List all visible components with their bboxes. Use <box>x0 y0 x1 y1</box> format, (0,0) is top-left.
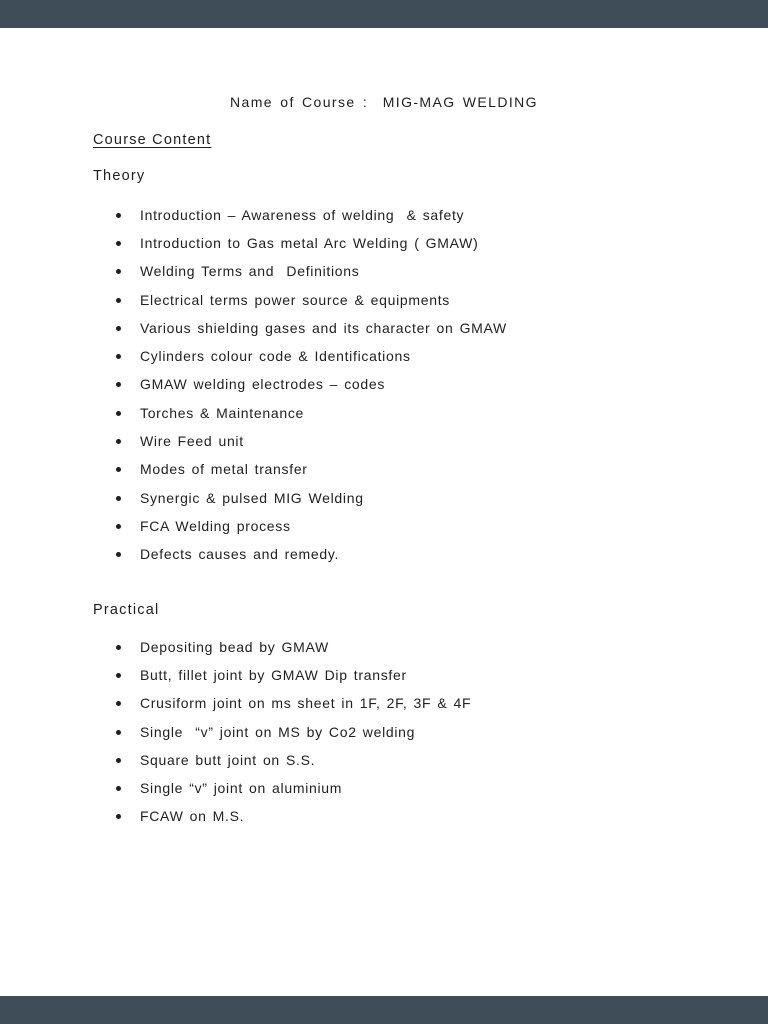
theory-item <box>116 484 507 512</box>
theory-item <box>116 286 507 314</box>
theory-item-text: Introduction to Gas metal Arc Welding ( GMAW) <box>140 234 479 251</box>
bullet-icon <box>116 524 121 529</box>
theory-item <box>116 456 507 484</box>
practical-item <box>116 803 471 831</box>
document-page <box>0 28 768 996</box>
document-title: Name of Course : MIG-MAG WELDING <box>230 94 538 110</box>
theory-item-text: Welding Terms and Definitions <box>140 263 360 280</box>
theory-item-text: Defects causes and remedy. <box>140 546 340 563</box>
bullet-icon <box>116 439 121 444</box>
practical-item <box>116 746 471 774</box>
theory-item <box>116 371 507 399</box>
theory-heading: Theory <box>93 168 146 184</box>
course-content-heading: Course Content <box>93 132 212 148</box>
viewer-bottom-gutter <box>0 996 768 1024</box>
theory-item-text: Modes of metal transfer <box>140 461 308 478</box>
practical-item-text: FCAW on M.S. <box>140 808 245 825</box>
practical-item-text: Crusiform joint on ms sheet in 1F, 2F, 3F & 4F <box>140 695 472 712</box>
practical-heading: Practical <box>93 602 160 618</box>
bullet-icon <box>116 298 121 303</box>
practical-item <box>116 633 471 661</box>
bullet-icon <box>116 701 121 706</box>
bullet-icon <box>116 326 121 331</box>
theory-item <box>116 229 507 257</box>
theory-item-text: Various shielding gases and its character on GMAW <box>140 319 507 336</box>
practical-item-text: Depositing bead by GMAW <box>140 638 329 655</box>
theory-item-text: Wire Feed unit <box>140 433 244 450</box>
bullet-icon <box>116 786 121 791</box>
viewer-top-gutter <box>0 0 768 28</box>
practical-item-text: Butt, fillet joint by GMAW Dip transfer <box>140 666 407 683</box>
bullet-icon <box>116 673 121 678</box>
practical-item <box>116 774 471 802</box>
practical-list <box>116 633 471 831</box>
theory-item <box>116 399 507 427</box>
bullet-icon <box>116 496 121 501</box>
theory-item <box>116 427 507 455</box>
theory-item-text: Introduction – Awareness of welding & safety <box>140 206 465 223</box>
bullet-icon <box>116 552 121 557</box>
theory-item-text: Synergic & pulsed MIG Welding <box>140 489 364 506</box>
bullet-icon <box>116 814 121 819</box>
theory-item <box>116 342 507 370</box>
practical-item-text: Square butt joint on S.S. <box>140 751 316 768</box>
practical-item <box>116 661 471 689</box>
bullet-icon <box>116 730 121 735</box>
bullet-icon <box>116 645 121 650</box>
bullet-icon <box>116 758 121 763</box>
bullet-icon <box>116 354 121 359</box>
theory-item <box>116 512 507 540</box>
bullet-icon <box>116 241 121 246</box>
practical-item <box>116 690 471 718</box>
theory-item <box>116 541 507 569</box>
bullet-icon <box>116 269 121 274</box>
practical-item-text: Single “v” joint on aluminium <box>140 780 343 797</box>
theory-list <box>116 201 507 569</box>
theory-item-text: Electrical terms power source & equipments <box>140 291 451 308</box>
theory-item <box>116 258 507 286</box>
theory-item <box>116 201 507 229</box>
theory-item-text: Torches & Maintenance <box>140 404 305 421</box>
theory-item-text: Cylinders colour code & Identifications <box>140 348 411 365</box>
bullet-icon <box>116 213 121 218</box>
bullet-icon <box>116 411 121 416</box>
practical-item <box>116 718 471 746</box>
bullet-icon <box>116 382 121 387</box>
bullet-icon <box>116 467 121 472</box>
theory-item <box>116 314 507 342</box>
theory-item-text: FCA Welding process <box>140 517 291 534</box>
practical-item-text: Single “v” joint on MS by Co2 welding <box>140 723 416 740</box>
theory-item-text: GMAW welding electrodes – codes <box>140 376 386 393</box>
